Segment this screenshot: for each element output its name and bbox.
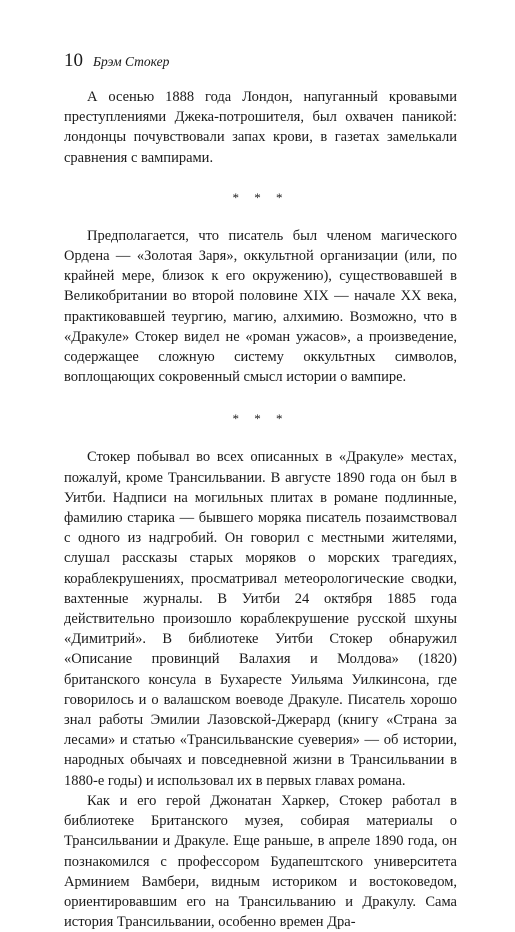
paragraph-1: А осенью 1888 года Лондон, напуганный кровавыми преступлениями Джека-потрошителя, был охвачен паникой: лондонцы почувствовали запах крови, в газетах замелькали сравнения с вампирами. [64,89,457,166]
section-break-2: * * * [232,411,289,427]
spacer [64,208,457,226]
spacer [64,168,457,188]
running-head [64,50,457,73]
running-title: Брэм Стокер [93,54,170,69]
section-break-1: * * * [232,189,289,205]
paragraph-2: Предполагается, что писатель был членом магического Ордена — «Золотая Заря», оккультной организации (или, по крайней мере, близок к его окружению), существовавшей в Великобритании во второй половине XIX — начале XX века, практиковавшей теургию, магию, алхимию. Возможно, что в «Дракуле» Стокер видел не «роман ужасов», а произведение, содержащее сложную систему оккультных символов, воплощающих сокровенный смысл истории о вампире. [64,227,457,386]
paragraph-4: Как и его герой Джонатан Харкер, Стокер работал в библиотеке Британского музея, собирая материалы о Трансильвании и Дракуле. Еще раньше, в апреле 1890 года, он познакомился с профессором Будапештского университета Арминием Вамбери, видным историком и востоковедом, ориентировавшим его на Трансильванию и Дракулу. Сама история Трансильвании, особенно времен Дра- [64,792,457,931]
spacer [64,429,457,447]
page-number: 10 [64,50,83,71]
spacer [64,387,457,409]
paragraph-3: Стокер побывал во всех описанных в «Дракуле» местах, пожалуй, кроме Трансильвании. В августе 1890 года он был в Уитби. Надписи на могильных плитах в романе подлинные, фамилию старика — бывшего моряка писатель позаимствовал с одного из надгробий. Он говорил с местными жителями, слушал рассказы старых моряков о морских трагедиях, кораблекрушениях, просматривал метеорологические сводки, вахтенные журналы. В Уитби 24 октября 1885 года действительно произошло кораблекрушение русской шхуны «Димитрий». В библиотеке Уитби Стокер обнаружил «Описание провинций Валахия и Молдова» (1820) британского консула в Бухаресте Уильяма Уилкинсона, где говорилось и о валашском воеводе Дракуле. Писатель хорошо знал работы Эмилии Лазовской-Джерард (книгу «Страна за лесами» и статью «Трансильванские суеверия» — об истории, народных обычаях и повседневной жизни в Трансильвании в 1880-е годы) и использовал их в первых главах романа. [64,449,457,789]
